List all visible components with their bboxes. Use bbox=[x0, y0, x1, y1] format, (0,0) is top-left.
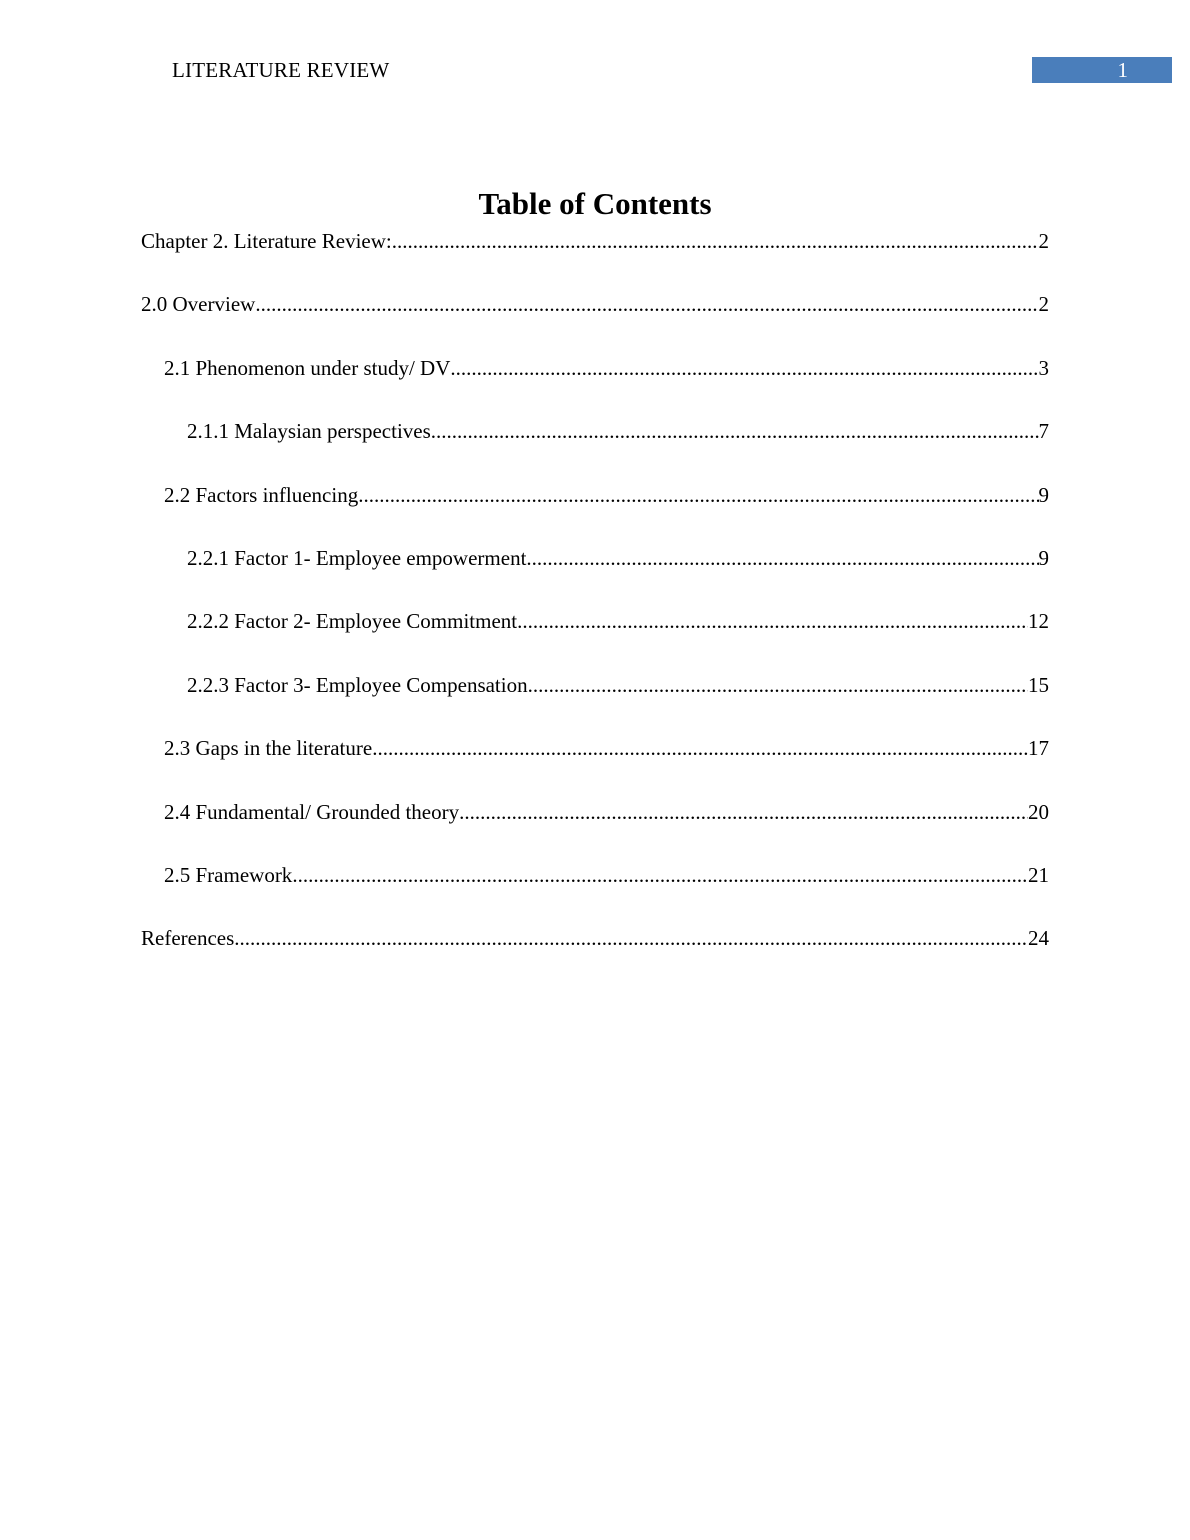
toc-dot-leader bbox=[431, 415, 1039, 447]
toc-entry-page: 9 bbox=[1038, 545, 1049, 570]
toc-entry-2-5[interactable] bbox=[141, 859, 1049, 922]
toc-entry-page: 2 bbox=[1038, 292, 1049, 317]
toc-dot-leader bbox=[392, 225, 1039, 257]
toc-entry-title: 2.4 Fundamental/ Grounded theory bbox=[164, 799, 460, 824]
toc-entry-title: 2.0 Overview bbox=[141, 292, 256, 317]
toc-entry-2-1[interactable] bbox=[141, 352, 1049, 415]
toc-entry-page: 2 bbox=[1038, 229, 1049, 253]
page-number-badge: 1 bbox=[1032, 57, 1172, 83]
toc-entry-page: 3 bbox=[1038, 355, 1049, 380]
toc-entry-2-2[interactable] bbox=[141, 479, 1049, 542]
toc-dot-leader bbox=[234, 922, 1028, 954]
toc-heading: Table of Contents bbox=[478, 186, 712, 221]
toc-dot-leader bbox=[292, 859, 1028, 891]
toc-entry-title: 2.2.1 Factor 1- Employee empowerment bbox=[187, 545, 527, 570]
toc-entry-2-3[interactable] bbox=[141, 732, 1049, 795]
toc-entry-page: 9 bbox=[1038, 482, 1049, 507]
toc-entry-title: 2.2 Factors influencing bbox=[164, 482, 359, 507]
toc-entry-page: 12 bbox=[1028, 609, 1049, 634]
toc-entry-references[interactable] bbox=[141, 922, 1049, 985]
toc-entry-title: 2.1.1 Malaysian perspectives bbox=[187, 419, 431, 444]
toc-dot-leader bbox=[528, 669, 1028, 701]
toc-entry-2-2-1[interactable] bbox=[141, 542, 1049, 605]
toc-entry-title: References bbox=[141, 926, 235, 951]
toc-dot-leader bbox=[459, 796, 1028, 828]
toc-entry-title: 2.2.3 Factor 3- Employee Compensation bbox=[187, 672, 528, 697]
toc-entry-2-2-3[interactable] bbox=[141, 669, 1049, 732]
toc-dot-leader bbox=[517, 605, 1028, 637]
toc-entry-2-0[interactable] bbox=[141, 288, 1049, 351]
toc-entry-title: 2.3 Gaps in the literature bbox=[164, 736, 373, 761]
toc-entry-2-2-2[interactable] bbox=[141, 605, 1049, 668]
toc-entry-title: Chapter 2. Literature Review: bbox=[141, 229, 392, 253]
table-of-contents bbox=[141, 225, 1049, 986]
toc-entry-page: 15 bbox=[1028, 672, 1049, 697]
toc-dot-leader bbox=[255, 288, 1038, 320]
toc-entry-page: 17 bbox=[1028, 736, 1049, 761]
toc-dot-leader bbox=[358, 479, 1038, 511]
toc-entry-page: 21 bbox=[1028, 862, 1049, 887]
toc-entry-title: 2.2.2 Factor 2- Employee Commitment bbox=[187, 609, 518, 634]
toc-dot-leader bbox=[372, 732, 1028, 764]
toc-entry-title: 2.1 Phenomenon under study/ DV bbox=[164, 355, 451, 380]
toc-entry-2-1-1[interactable] bbox=[141, 415, 1049, 478]
running-header-title: LITERATURE REVIEW bbox=[172, 58, 390, 82]
toc-entry-chapter-2[interactable] bbox=[141, 225, 1049, 288]
toc-entry-page: 20 bbox=[1028, 799, 1049, 824]
toc-dot-leader bbox=[450, 352, 1038, 384]
toc-entry-page: 24 bbox=[1028, 926, 1049, 951]
toc-entry-2-4[interactable] bbox=[141, 796, 1049, 859]
toc-entry-title: 2.5 Framework bbox=[164, 862, 293, 887]
toc-dot-leader bbox=[526, 542, 1038, 574]
toc-entry-page: 7 bbox=[1038, 419, 1049, 444]
